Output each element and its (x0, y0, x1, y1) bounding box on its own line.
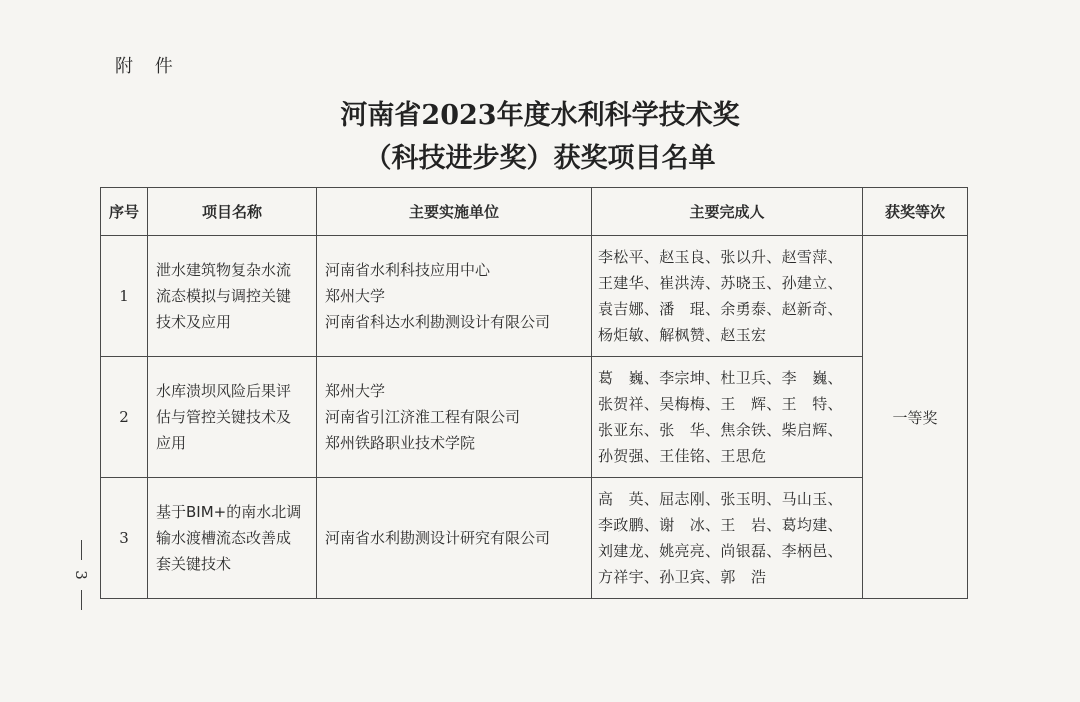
implementing-units (317, 357, 592, 478)
unit-line: 河南省水利科技应用中心 (325, 261, 491, 279)
header-no: 序号 (101, 188, 148, 236)
document-title: 河南省2023年度水利科学技术奖 (340, 100, 740, 131)
unit-line: 河南省科达水利勘测设计有限公司 (325, 313, 551, 331)
unit-line: 郑州铁路职业技术学院 (325, 434, 476, 452)
header-project: 项目名称 (148, 188, 317, 236)
project-name-line: 估与管控关键技术及 (156, 408, 292, 426)
document-subtitle: （科技进步奖）获奖项目名单 (364, 143, 716, 174)
award-level: 一等奖 (863, 236, 968, 599)
main-contributors (592, 236, 863, 357)
project-name-line: 流态模拟与调控关键 (156, 287, 292, 305)
unit-line: 郑州大学 (325, 382, 386, 400)
page-number-marker (73, 540, 89, 620)
contributors-line: 方祥宇、孙卫宾、郭 浩 (598, 568, 767, 586)
project-name (148, 236, 317, 357)
project-name-line: 套关键技术 (156, 555, 232, 573)
attachment-label: 附 件 (115, 56, 181, 77)
implementing-units (317, 478, 592, 599)
contributors-line: 李松平、赵玉良、张以升、赵雪萍、 (598, 248, 843, 266)
contributors-line: 李政鹏、谢 冰、王 岩、葛均建、 (598, 516, 843, 534)
project-name-line: 水库溃坝风险后果评 (156, 382, 292, 400)
page-number: 3 (71, 570, 90, 580)
contributors-line: 张亚东、张 华、焦余铁、柴启辉、 (598, 421, 843, 439)
main-contributors (592, 357, 863, 478)
project-name-line: 泄水建筑物复杂水流 (156, 261, 292, 279)
contributors-line: 孙贺强、王佳铭、王思危 (598, 447, 767, 465)
table-row (101, 357, 968, 478)
unit-line: 郑州大学 (325, 287, 386, 305)
table-row (101, 478, 968, 599)
awards-table (100, 187, 968, 599)
table-row (101, 236, 968, 357)
unit-line: 河南省引江济淮工程有限公司 (325, 408, 521, 426)
row-number: 1 (101, 236, 148, 357)
row-number: 2 (101, 357, 148, 478)
contributors-line: 葛 巍、李宗坤、杜卫兵、李 巍、 (598, 369, 843, 387)
contributors-line: 袁吉娜、潘 琨、余勇泰、赵新奇、 (598, 300, 843, 318)
project-name-line: 技术及应用 (156, 313, 232, 331)
row-number: 3 (101, 478, 148, 599)
contributors-line: 王建华、崔洪涛、苏晓玉、孙建立、 (598, 274, 843, 292)
header-level: 获奖等次 (863, 188, 968, 236)
project-name-line: 基于BIM+的南水北调 (156, 503, 302, 521)
project-name (148, 478, 317, 599)
table-header-row (101, 188, 968, 236)
contributors-line: 高 英、屈志刚、张玉明、马山玉、 (598, 490, 843, 508)
page-number-dash-bottom (81, 590, 82, 610)
project-name (148, 357, 317, 478)
project-name-line: 应用 (156, 434, 187, 452)
unit-line: 河南省水利勘测设计研究有限公司 (325, 529, 551, 547)
contributors-line: 杨炬敏、解枫赞、赵玉宏 (598, 326, 767, 344)
page-number-dash-top (81, 540, 82, 560)
main-contributors (592, 478, 863, 599)
project-name-line: 输水渡槽流态改善成 (156, 529, 292, 547)
header-people: 主要完成人 (592, 188, 863, 236)
implementing-units (317, 236, 592, 357)
contributors-line: 张贺祥、吴梅梅、王 辉、王 特、 (598, 395, 843, 413)
header-units: 主要实施单位 (317, 188, 592, 236)
contributors-line: 刘建龙、姚亮亮、尚银磊、李柄邑、 (598, 542, 843, 560)
